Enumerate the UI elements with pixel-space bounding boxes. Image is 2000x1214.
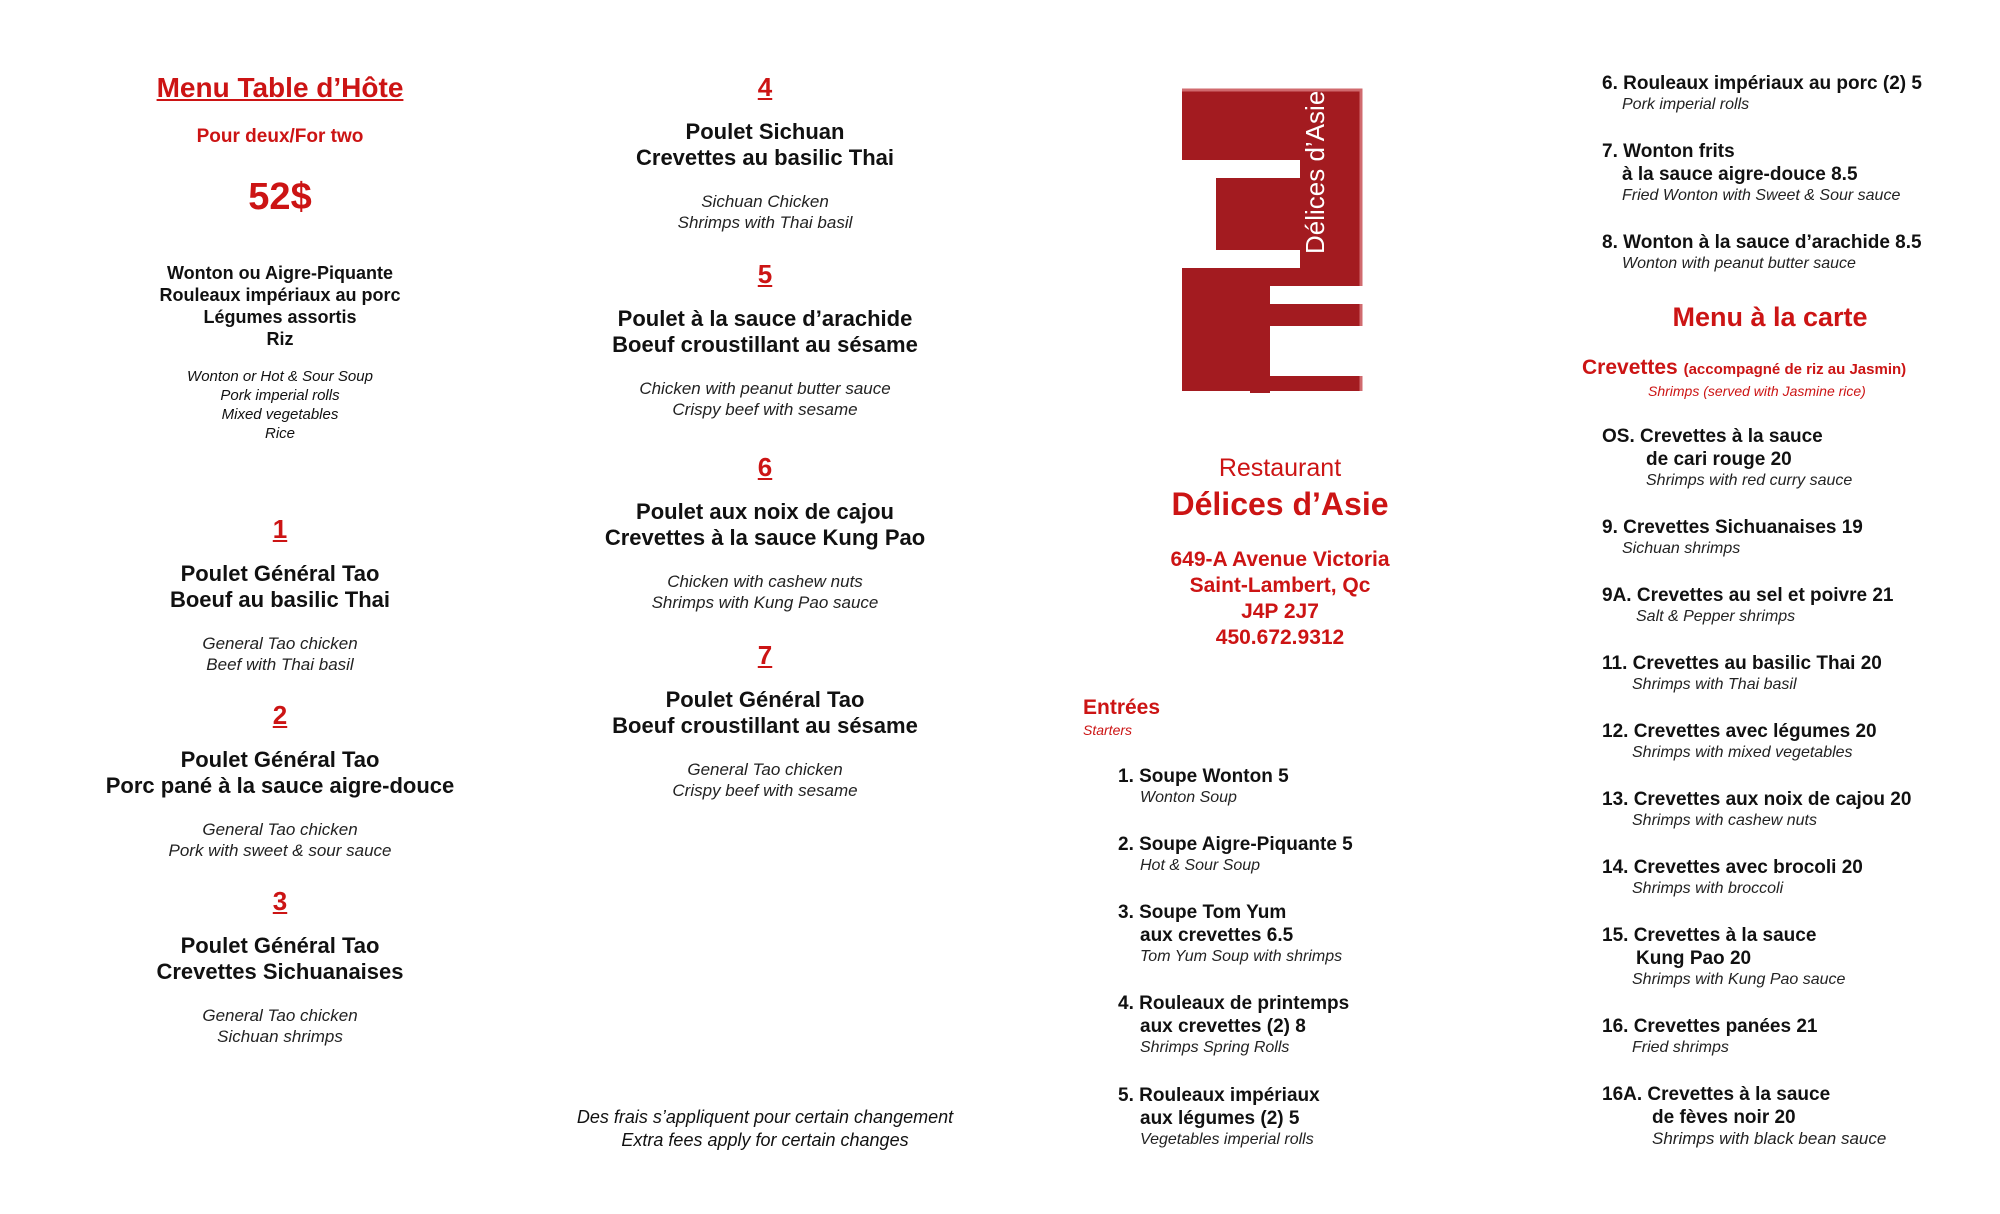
- combo-dish-en: General Tao chicken: [202, 1006, 358, 1025]
- item-name-en: Fried shrimps: [1632, 1039, 1729, 1056]
- combo-number: 1: [272, 514, 288, 544]
- item-name: 13. Crevettes aux noix de cajou 20: [1602, 789, 1912, 810]
- shrimp-item: [1602, 584, 1893, 627]
- included-item-en: Pork imperial rolls: [220, 387, 340, 404]
- restaurant-logo: [1180, 88, 1363, 393]
- included-item: Riz: [266, 329, 294, 349]
- entree-item: [1118, 765, 1289, 808]
- combo-dish: Boeuf au basilic Thai: [169, 587, 391, 612]
- combo-dish-en: General Tao chicken: [202, 634, 358, 653]
- combo-dish: Porc pané à la sauce aigre-douce: [105, 773, 455, 798]
- item-name: Kung Pao 20: [1636, 948, 1752, 969]
- item-name-en: Wonton Soup: [1140, 789, 1237, 806]
- combo-dish-en: Sichuan Chicken: [701, 192, 829, 211]
- item-name-en: Vegetables imperial rolls: [1140, 1131, 1314, 1148]
- entree-item: [1118, 833, 1353, 876]
- entree-item: [1602, 140, 1900, 206]
- combo-7: [565, 640, 965, 801]
- combo-dish: Poulet Général Tao: [665, 687, 865, 712]
- item-name: 9. Crevettes Sichuanaises 19: [1602, 517, 1863, 538]
- fees-note-en: Extra fees apply for certain changes: [621, 1130, 909, 1150]
- item-name: OS. Crevettes à la sauce: [1602, 426, 1823, 447]
- item-name-en: Shrimps Spring Rolls: [1140, 1039, 1290, 1056]
- item-name-en: Shrimps with cashew nuts: [1632, 812, 1817, 829]
- item-name: 12. Crevettes avec légumes 20: [1602, 721, 1877, 742]
- item-name: 6. Rouleaux impériaux au porc (2) 5: [1602, 73, 1922, 94]
- item-name: 16. Crevettes panées 21: [1602, 1016, 1818, 1037]
- item-name: aux légumes (2) 5: [1140, 1108, 1300, 1129]
- included-item: Wonton ou Aigre-Piquante: [167, 263, 393, 283]
- item-name: 15. Crevettes à la sauce: [1602, 925, 1817, 946]
- combo-2: [80, 700, 480, 861]
- combo-dish-en: Crispy beef with sesame: [672, 400, 858, 419]
- combo-3: [80, 886, 480, 1047]
- combo-dish: Crevettes à la sauce Kung Pao: [604, 525, 926, 550]
- restaurant-name: Délices d’Asie: [1171, 486, 1389, 522]
- item-name: à la sauce aigre-douce 8.5: [1622, 164, 1858, 185]
- combo-dish: Poulet Sichuan: [685, 119, 845, 144]
- fees-note-fr: Des frais s’appliquent pour certain changement: [576, 1107, 954, 1127]
- included-item-en: Wonton or Hot & Sour Soup: [187, 368, 373, 385]
- item-name: 9A. Crevettes au sel et poivre 21: [1602, 585, 1894, 606]
- logo-text: Délices d’Asie: [1300, 90, 1330, 254]
- shrimp-item: [1602, 1015, 1817, 1058]
- fees-note: [545, 1106, 985, 1152]
- combo-dish-en: Shrimps with Kung Pao sauce: [651, 593, 879, 612]
- combo-dish: Poulet Général Tao: [180, 747, 380, 772]
- item-name: 16A. Crevettes à la sauce: [1602, 1084, 1831, 1105]
- item-name: 5. Rouleaux impériaux: [1118, 1085, 1320, 1106]
- item-name-en: Shrimps with black bean sauce: [1652, 1129, 1887, 1148]
- item-name-en: Shrimps with Thai basil: [1632, 676, 1797, 693]
- item-name: de fèves noir 20: [1652, 1107, 1796, 1128]
- combo-number: 5: [757, 259, 773, 289]
- item-name-en: Fried Wonton with Sweet & Sour sauce: [1622, 187, 1901, 204]
- section-name: Crevettes: [1582, 356, 1678, 379]
- shrimp-item: [1602, 720, 1877, 763]
- item-name: 2. Soupe Aigre-Piquante 5: [1118, 834, 1353, 855]
- address-block: [1080, 547, 1480, 651]
- combo-dish: Crevettes Sichuanaises: [156, 959, 404, 984]
- included-item: Rouleaux impériaux au porc: [159, 285, 401, 305]
- combo-dish-en: Chicken with cashew nuts: [667, 572, 863, 591]
- included-item-en: Rice: [264, 425, 295, 442]
- combo-number: 2: [272, 700, 288, 730]
- combo-dish: Poulet Général Tao: [180, 561, 380, 586]
- menu-price: 52$: [248, 176, 312, 218]
- combo-dish-en: General Tao chicken: [202, 820, 358, 839]
- item-name: de cari rouge 20: [1646, 449, 1792, 470]
- entree-item: [1118, 901, 1342, 967]
- combo-dish-en: Chicken with peanut butter sauce: [639, 379, 891, 398]
- item-name: aux crevettes 6.5: [1140, 925, 1294, 946]
- item-name-en: Salt & Pepper shrimps: [1636, 608, 1796, 625]
- included-en: [80, 367, 480, 443]
- crevettes-title: [1582, 356, 1906, 380]
- combo-dish-en: Crispy beef with sesame: [672, 781, 858, 800]
- combo-number: 7: [757, 640, 773, 670]
- shrimp-item: [1602, 652, 1882, 695]
- combo-dish: Boeuf croustillant au sésame: [612, 713, 918, 738]
- combo-dish-en: General Tao chicken: [687, 760, 843, 779]
- item-name: 8. Wonton à la sauce d’arachide 8.5: [1602, 232, 1922, 253]
- entree-item: [1602, 231, 1922, 274]
- shrimp-item: [1602, 425, 1852, 491]
- item-name: 11. Crevettes au basilic Thai 20: [1602, 653, 1882, 674]
- phone-number[interactable]: 450.672.9312: [1215, 626, 1345, 649]
- combo-1: [80, 514, 480, 675]
- combo-dish-en: Shrimps with Thai basil: [677, 213, 853, 232]
- included-fr: [80, 262, 480, 350]
- shrimp-item: [1602, 516, 1863, 559]
- entrees-title: Entrées: [1083, 696, 1161, 719]
- entrees-subtitle: Starters: [1083, 722, 1133, 738]
- combo-number: 3: [272, 886, 288, 916]
- combo-dish: Boeuf croustillant au sésame: [612, 332, 918, 357]
- item-name-en: Sichuan shrimps: [1622, 540, 1741, 557]
- item-name-en: Shrimps with mixed vegetables: [1632, 744, 1853, 761]
- shrimp-item: [1602, 788, 1911, 831]
- item-name: aux crevettes (2) 8: [1140, 1016, 1306, 1037]
- combo-6: [565, 452, 965, 613]
- entree-item: [1118, 1084, 1320, 1150]
- menu-title: Menu Table d’Hôte: [156, 72, 404, 103]
- combo-dish: Poulet Général Tao: [180, 933, 380, 958]
- combo-dish: Poulet aux noix de cajou: [636, 499, 894, 524]
- combo-dish: Crevettes au basilic Thai: [636, 145, 894, 170]
- item-name-en: Wonton with peanut butter sauce: [1622, 255, 1856, 272]
- included-item-en: Mixed vegetables: [221, 406, 339, 423]
- logo-graphic: [1180, 88, 1363, 393]
- combo-number: 4: [757, 72, 773, 102]
- crevettes-subtitle: Shrimps (served with Jasmine rice): [1648, 383, 1866, 399]
- item-name: 7. Wonton frits: [1602, 141, 1735, 162]
- entree-item: [1118, 992, 1349, 1058]
- item-name: 1. Soupe Wonton 5: [1118, 766, 1289, 787]
- item-name-en: Hot & Sour Soup: [1140, 857, 1261, 874]
- address-street: 649-A Avenue Victoria: [1170, 548, 1390, 571]
- combo-dish-en: Pork with sweet & sour sauce: [168, 841, 392, 860]
- section-note: (accompagné de riz au Jasmin): [1683, 361, 1907, 378]
- combo-4: [565, 72, 965, 233]
- item-name-en: Tom Yum Soup with shrimps: [1140, 948, 1343, 965]
- item-name-en: Shrimps with broccoli: [1632, 880, 1784, 897]
- item-name-en: Shrimps with Kung Pao sauce: [1632, 971, 1846, 988]
- item-name-en: Shrimps with red curry sauce: [1646, 472, 1853, 489]
- combo-dish: Poulet à la sauce d’arachide: [617, 306, 913, 331]
- combo-number: 6: [757, 452, 773, 482]
- shrimp-item: [1602, 856, 1863, 899]
- item-name-en: Pork imperial rolls: [1622, 96, 1750, 113]
- item-name: 3. Soupe Tom Yum: [1118, 902, 1287, 923]
- combo-dish-en: Beef with Thai basil: [206, 655, 354, 674]
- item-name: 14. Crevettes avec brocoli 20: [1602, 857, 1863, 878]
- address-postal: J4P 2J7: [1241, 600, 1319, 623]
- combo-5: [565, 259, 965, 420]
- included-item: Légumes assortis: [203, 307, 357, 327]
- combo-dish-en: Sichuan shrimps: [217, 1027, 343, 1046]
- menu-subtitle: Pour deux/For two: [196, 126, 364, 147]
- restaurant-label: Restaurant: [1218, 454, 1342, 482]
- entree-item: [1602, 72, 1922, 115]
- shrimp-item: [1602, 1083, 1886, 1149]
- carte-title: Menu à la carte: [1672, 302, 1868, 332]
- item-name: 4. Rouleaux de printemps: [1118, 993, 1350, 1014]
- shrimp-item: [1602, 924, 1845, 990]
- address-city: Saint-Lambert, Qc: [1189, 574, 1371, 597]
